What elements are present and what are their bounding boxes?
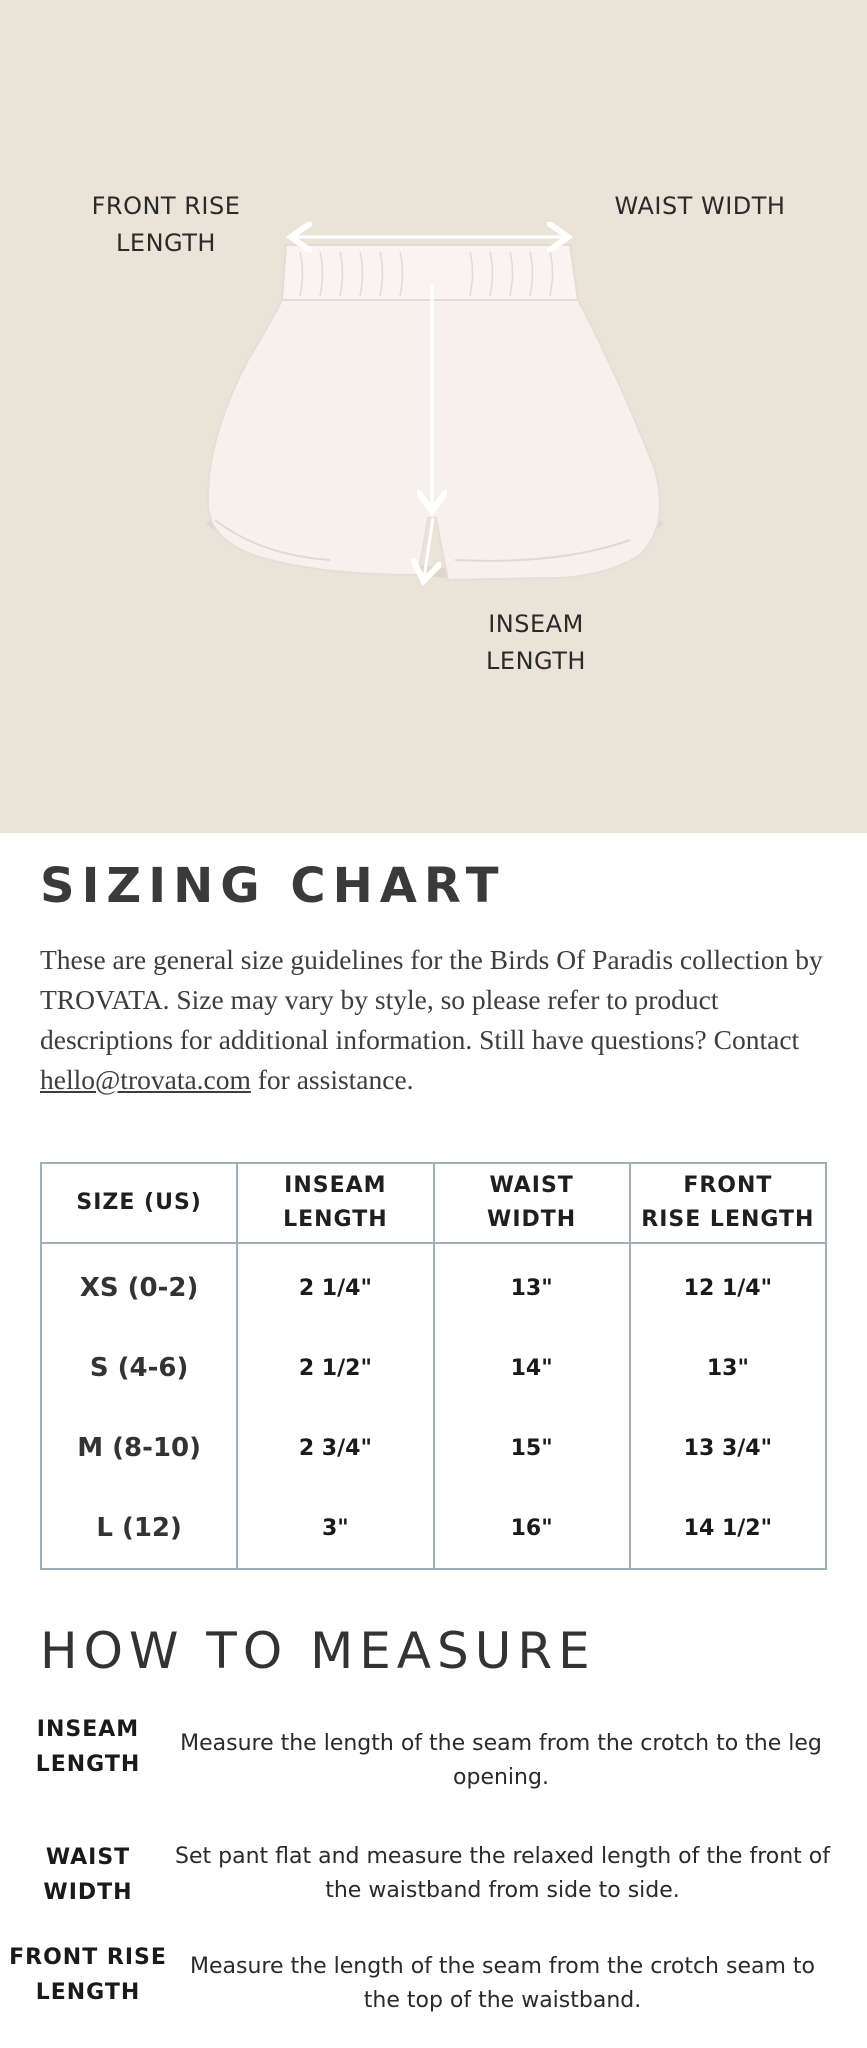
intro-text-end: for assistance. (250, 1064, 414, 1095)
intro-text: These are general size guidelines for the Birds Of Paradis collection by TROVATA. Size may vary by style, so please refer to product descriptions for additional information. Still have questions? Contact (40, 944, 823, 1055)
waist-cell: 15" (434, 1408, 630, 1488)
column-header-front-rise: FRONT RISE LENGTH (630, 1163, 826, 1243)
waist-cell: 13" (434, 1243, 630, 1328)
column-header-size: SIZE (US) (41, 1163, 237, 1243)
product-image (0, 0, 867, 833)
table-row (41, 1488, 826, 1569)
column-header-inseam: INSEAM LENGTH (237, 1163, 433, 1243)
sizing-chart-title: SIZING CHART (40, 858, 506, 914)
measure-term: WAIST WIDTH (43, 1845, 133, 1905)
size-cell: M (8-10) (41, 1408, 237, 1488)
waist-cell: 14" (434, 1328, 630, 1408)
contact-email-link[interactable]: hello@trovata.com (40, 1064, 251, 1095)
front-rise-cell: 13" (630, 1328, 826, 1408)
shorts-illustration (0, 0, 867, 833)
measure-description: Measure the length of the seam from the crotch seam to the top of the waistband. (190, 1954, 815, 2013)
table-header-row (41, 1163, 826, 1243)
size-cell: XS (0-2) (41, 1243, 237, 1328)
table-row (41, 1408, 826, 1488)
front-rise-cell: 13 3/4" (630, 1408, 826, 1488)
inseam-cell: 2 1/4" (237, 1243, 433, 1328)
size-table (40, 1162, 827, 1570)
waist-cell: 16" (434, 1488, 630, 1569)
inseam-cell: 3" (237, 1488, 433, 1569)
front-rise-label: FRONT RISE LENGTH (91, 192, 241, 257)
size-cell: L (12) (41, 1488, 237, 1569)
measure-description: Set pant flat and measure the relaxed length of the front of the waistband from side to side. (175, 1844, 830, 1903)
inseam-cell: 2 3/4" (237, 1408, 433, 1488)
measure-description: Measure the length of the seam from the crotch to the leg opening. (180, 1731, 822, 1790)
table-row (41, 1243, 826, 1328)
intro-paragraph (40, 940, 840, 1100)
measure-term: INSEAM LENGTH (35, 1717, 141, 1777)
front-rise-cell: 14 1/2" (630, 1488, 826, 1569)
front-rise-cell: 12 1/4" (630, 1243, 826, 1328)
inseam-cell: 2 1/2" (237, 1328, 433, 1408)
size-cell: S (4-6) (41, 1328, 237, 1408)
measure-term: FRONT RISE LENGTH (9, 1945, 167, 2005)
waist-width-label: WAIST WIDTH (614, 192, 786, 220)
column-header-waist: WAIST WIDTH (434, 1163, 630, 1243)
table-row (41, 1328, 826, 1408)
how-to-measure-title: HOW TO MEASURE (40, 1622, 596, 1680)
inseam-label: INSEAM LENGTH (486, 610, 586, 675)
